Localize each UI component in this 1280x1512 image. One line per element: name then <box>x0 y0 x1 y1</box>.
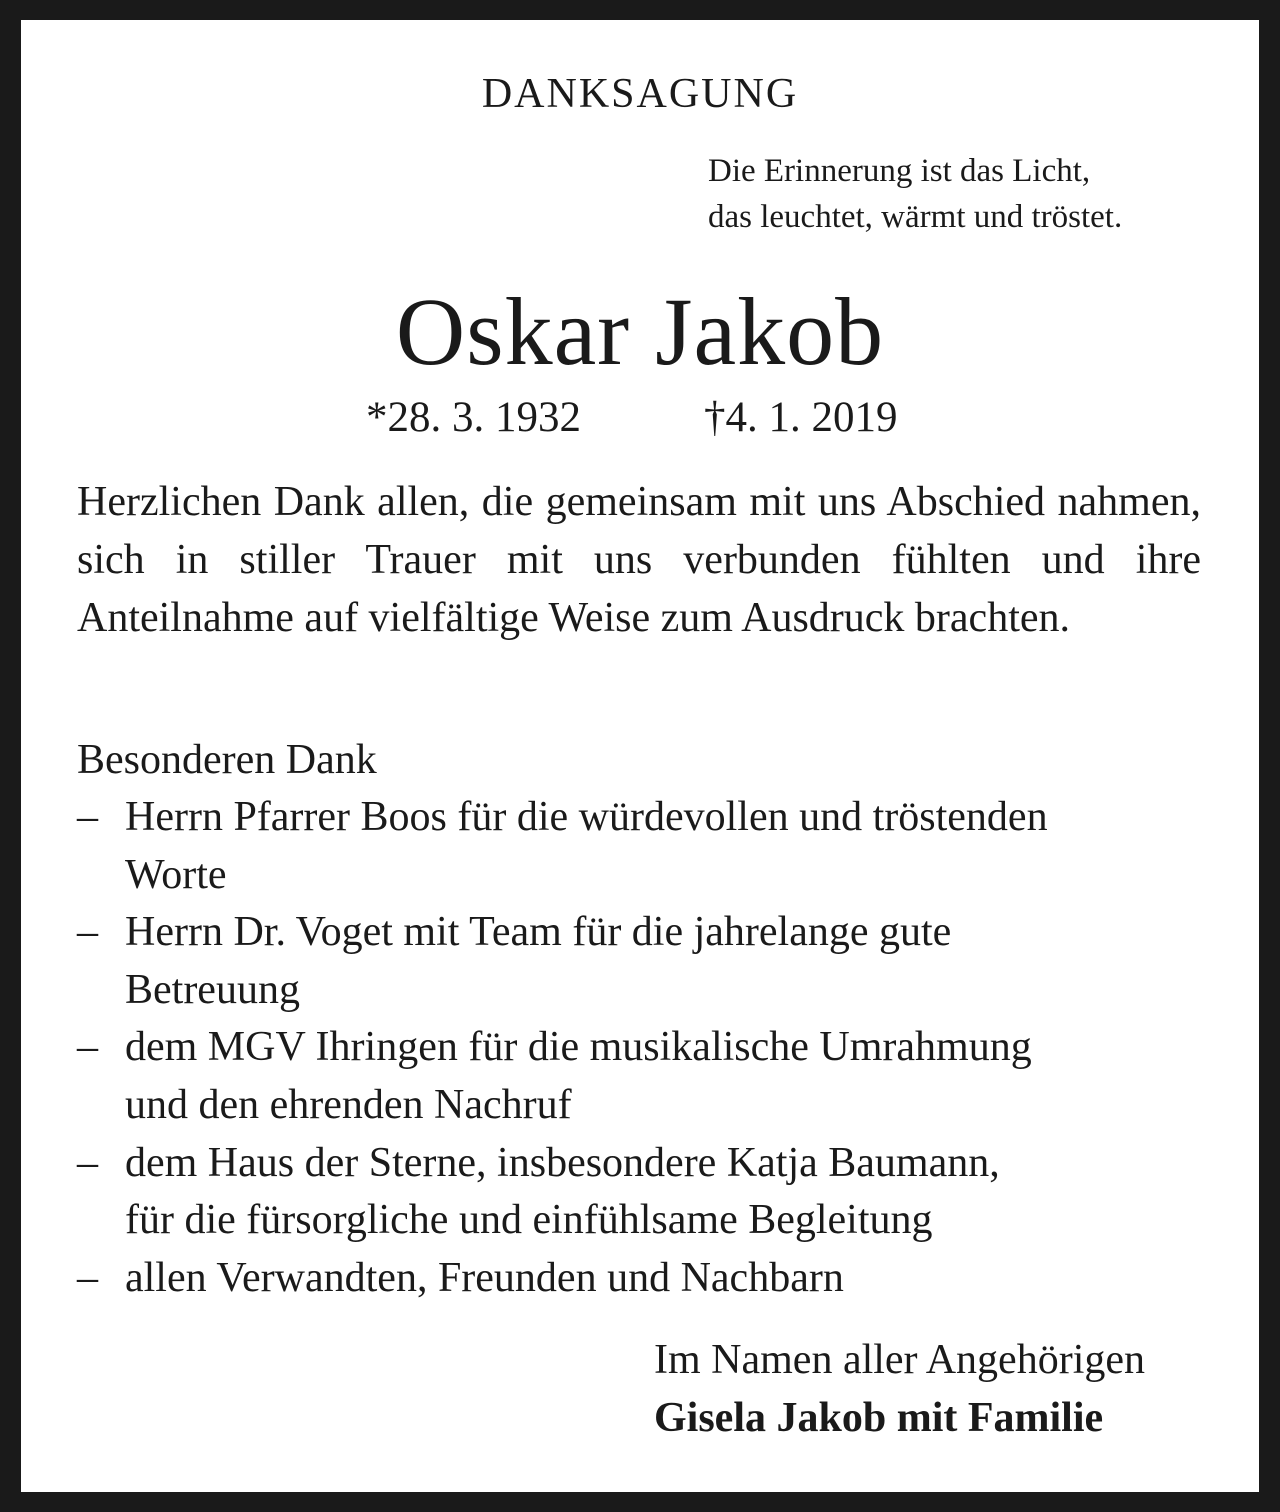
list-item-line: Herrn Pfarrer Boos für die würdevollen und tröstenden <box>125 794 1048 840</box>
signature: Gisela Jakob mit Familie <box>654 1395 1104 1441</box>
motto-line-2: das leuchtet, wärmt und tröstet. <box>708 199 1123 235</box>
dash-bullet: – <box>77 1024 98 1071</box>
dash-bullet: – <box>77 1254 98 1301</box>
special-thanks-list <box>77 789 1207 1307</box>
life-dates <box>0 390 1280 450</box>
motto-line-1: Die Erinnerung ist das Licht, <box>708 153 1091 189</box>
list-item-line: und den ehrenden Nachruf <box>125 1081 572 1128</box>
birth-date: *28. 3. 1932 <box>366 394 581 441</box>
thanks-paragraph: Herzlichen Dank allen, die gemeinsam mit uns Abschied nahmen, sich in stiller Trauer mit uns verbunden fühlten und ihre Anteilnahme auf vielfältige Weise zum Ausdruck brachten. <box>77 479 1201 641</box>
list-item-line: Betreuung <box>125 966 300 1013</box>
list-item-line: dem Haus der Sterne, insbesondere Katja Baumann, <box>125 1139 1000 1186</box>
list-item-line: dem MGV Ihringen für die musikalische Umrahmung <box>125 1024 1032 1071</box>
dash-bullet: – <box>77 1139 98 1186</box>
death-date: †4. 1. 2019 <box>704 394 898 441</box>
closing-line: Im Namen aller Angehörigen <box>654 1337 1145 1383</box>
list-item <box>77 789 1207 904</box>
list-item-line: Herrn Dr. Voget mit Team für die jahrelange gute <box>125 909 952 956</box>
list-item <box>77 1019 1207 1134</box>
special-thanks-title: Besonderen Dank <box>77 737 377 783</box>
dash-bullet: – <box>77 794 98 840</box>
dash-bullet: – <box>77 909 98 956</box>
list-item <box>77 1250 1207 1308</box>
list-item-line: Worte <box>125 851 227 898</box>
list-item <box>77 1135 1207 1250</box>
list-item-line: für die fürsorgliche und einfühlsame Begleitung <box>125 1197 933 1244</box>
list-item <box>77 904 1207 1019</box>
deceased-name: Oskar Jakob <box>395 278 885 385</box>
list-item-line: allen Verwandten, Freunden und Nachbarn <box>125 1254 844 1301</box>
notice-heading: DANKSAGUNG <box>481 71 799 117</box>
motto-quote <box>708 148 1228 240</box>
